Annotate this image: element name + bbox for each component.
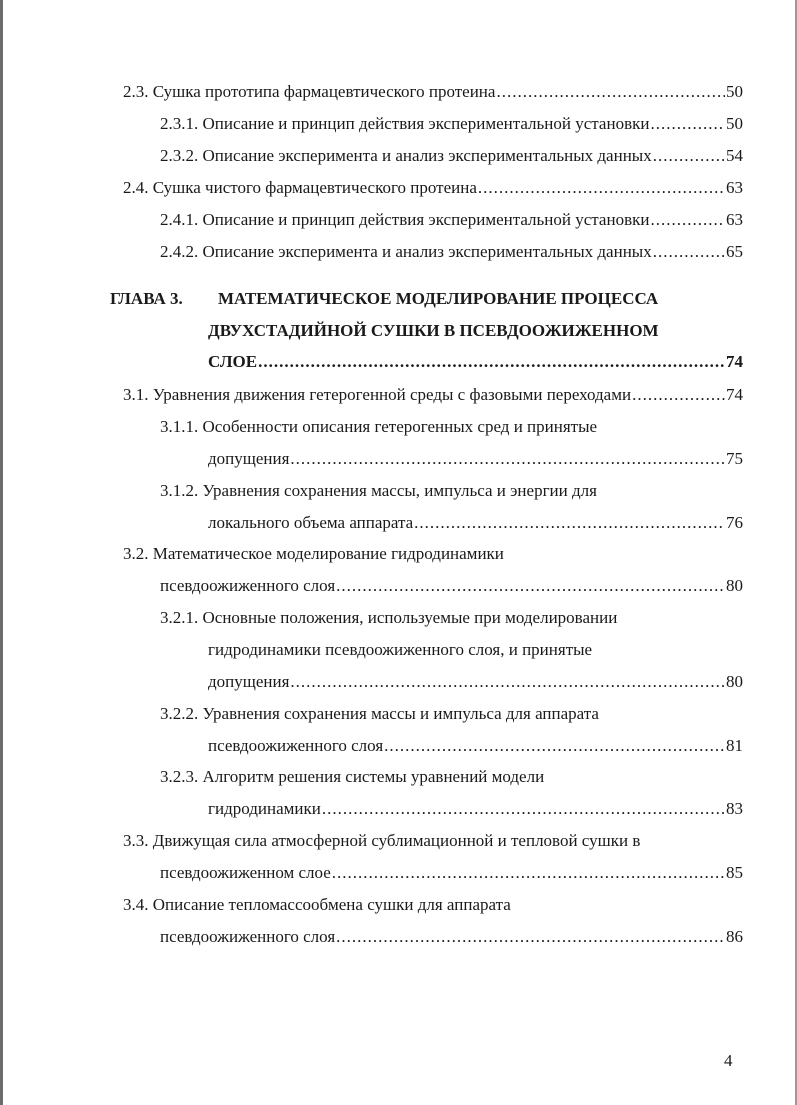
toc-entry-3-1-1[interactable] (208, 447, 743, 471)
toc-page-number: 86 (726, 927, 743, 946)
toc-page-number: 74 (726, 352, 743, 371)
dot-leader (632, 383, 725, 407)
toc-page-number: 76 (726, 513, 743, 532)
toc-entry-3-4[interactable] (160, 925, 743, 949)
toc-page-number: 74 (726, 385, 743, 404)
toc-entry-3-1[interactable] (123, 383, 743, 407)
toc-entry-3-2-1-line-1[interactable]: 3.2.1. Основные положения, используемые при моделировании (160, 608, 618, 627)
toc-entry-3-2-2[interactable] (208, 734, 743, 758)
dot-leader (336, 925, 725, 949)
toc-entry-3-3-line-1[interactable]: 3.3. Движущая сила атмосферной сублимационной и тепловой сушки в (123, 831, 641, 850)
toc-entry-2-3[interactable] (123, 80, 743, 104)
toc-entry-3-2-2-line-1[interactable]: 3.2.2. Уравнения сохранения массы и импульса для аппарата (160, 704, 599, 723)
toc-entry-label: псевдоожиженного слоя (160, 927, 336, 946)
toc-entry-3-1-2-line-1[interactable]: 3.1.2. Уравнения сохранения массы, импульса и энергии для (160, 481, 597, 500)
toc-entry-3-4-line-1[interactable]: 3.4. Описание тепломассообмена сушки для аппарата (123, 895, 511, 914)
toc-page-number: 63 (726, 210, 743, 229)
dot-leader (650, 208, 725, 232)
dot-leader (290, 447, 725, 471)
toc-entry-2-4-1[interactable] (160, 208, 743, 232)
toc-entry-3-2-line-1[interactable]: 3.2. Математическое моделирование гидродинамики (123, 544, 504, 563)
toc-page-number: 50 (726, 114, 743, 133)
dot-leader (258, 350, 725, 374)
toc-entry-label: 2.3.2. Описание эксперимента и анализ экспериментальных данных (160, 146, 652, 165)
dot-leader (653, 240, 725, 264)
toc-page-number: 80 (726, 672, 743, 691)
toc-entry-label: 2.3.1. Описание и принцип действия экспериментальной установки (160, 114, 650, 133)
toc-page-number: 81 (726, 736, 743, 755)
toc-entry-2-3-1[interactable] (160, 112, 743, 136)
chapter-prefix: ГЛАВА 3. (110, 289, 183, 308)
toc-entry-3-3[interactable] (160, 861, 743, 885)
toc-entry-2-4[interactable] (123, 176, 743, 200)
toc-page-number: 75 (726, 449, 743, 468)
dot-leader (478, 176, 725, 200)
chapter-title-line-3: СЛОЕ (208, 352, 258, 371)
dot-leader (496, 80, 725, 104)
toc-entry-2-3-2[interactable] (160, 144, 743, 168)
toc-entry-label: 2.4.1. Описание и принцип действия экспериментальной установки (160, 210, 650, 229)
dot-leader (414, 511, 725, 535)
toc-entry-chapter-3[interactable] (208, 350, 743, 374)
chapter-title-line-1[interactable]: МАТЕМАТИЧЕСКОЕ МОДЕЛИРОВАНИЕ ПРОЦЕССА (218, 289, 659, 308)
toc-entry-label: 2.4. Сушка чистого фармацевтического протеина (123, 178, 477, 197)
toc-entry-3-2[interactable] (160, 574, 743, 598)
toc-entry-label: 2.4.2. Описание эксперимента и анализ экспериментальных данных (160, 242, 652, 261)
toc-entry-label: гидродинамики (208, 799, 321, 818)
toc-page-number: 80 (726, 576, 743, 595)
toc-page-number: 83 (726, 799, 743, 818)
toc-entry-label: 2.3. Сушка прототипа фармацевтического протеина (123, 82, 496, 101)
toc-entry-label: допущения (208, 449, 290, 468)
toc-entry-2-4-2[interactable] (160, 240, 743, 264)
toc-entry-3-2-1-line-2[interactable]: гидродинамики псевдоожиженного слоя, и принятые (208, 640, 593, 659)
dot-leader (384, 734, 725, 758)
toc-entry-3-2-3[interactable] (208, 797, 743, 821)
dot-leader (650, 112, 725, 136)
toc-entry-3-2-1[interactable] (208, 670, 743, 694)
dot-leader (653, 144, 725, 168)
toc-page-number: 85 (726, 863, 743, 882)
toc-entry-label: допущения (208, 672, 290, 691)
dot-leader (332, 861, 725, 885)
page-number: 4 (724, 1051, 733, 1070)
dot-leader (290, 670, 725, 694)
dot-leader (336, 574, 725, 598)
toc-entry-label: 3.1. Уравнения движения гетерогенной среды с фазовыми переходами (123, 385, 632, 404)
toc-entry-label: псевдоожиженного слоя (160, 576, 336, 595)
toc-page-number: 50 (726, 82, 743, 101)
dot-leader (322, 797, 725, 821)
toc-entry-label: псевдоожиженного слоя (208, 736, 384, 755)
toc-entry-label: локального объема аппарата (208, 513, 414, 532)
scan-border-left (0, 0, 3, 1105)
chapter-title-line-2[interactable]: ДВУХСТАДИЙНОЙ СУШКИ В ПСЕВДООЖИЖЕННОМ (208, 321, 659, 340)
toc-entry-3-2-3-line-1[interactable]: 3.2.3. Алгоритм решения системы уравнений модели (160, 767, 545, 786)
toc-page-number: 63 (726, 178, 743, 197)
toc-entry-3-1-1-line-1[interactable]: 3.1.1. Особенности описания гетерогенных сред и принятые (160, 417, 598, 436)
toc-entry-label: псевдоожиженном слое (160, 863, 331, 882)
toc-page-number: 54 (726, 146, 743, 165)
toc-page-number: 65 (726, 242, 743, 261)
toc-entry-3-1-2[interactable] (208, 511, 743, 535)
